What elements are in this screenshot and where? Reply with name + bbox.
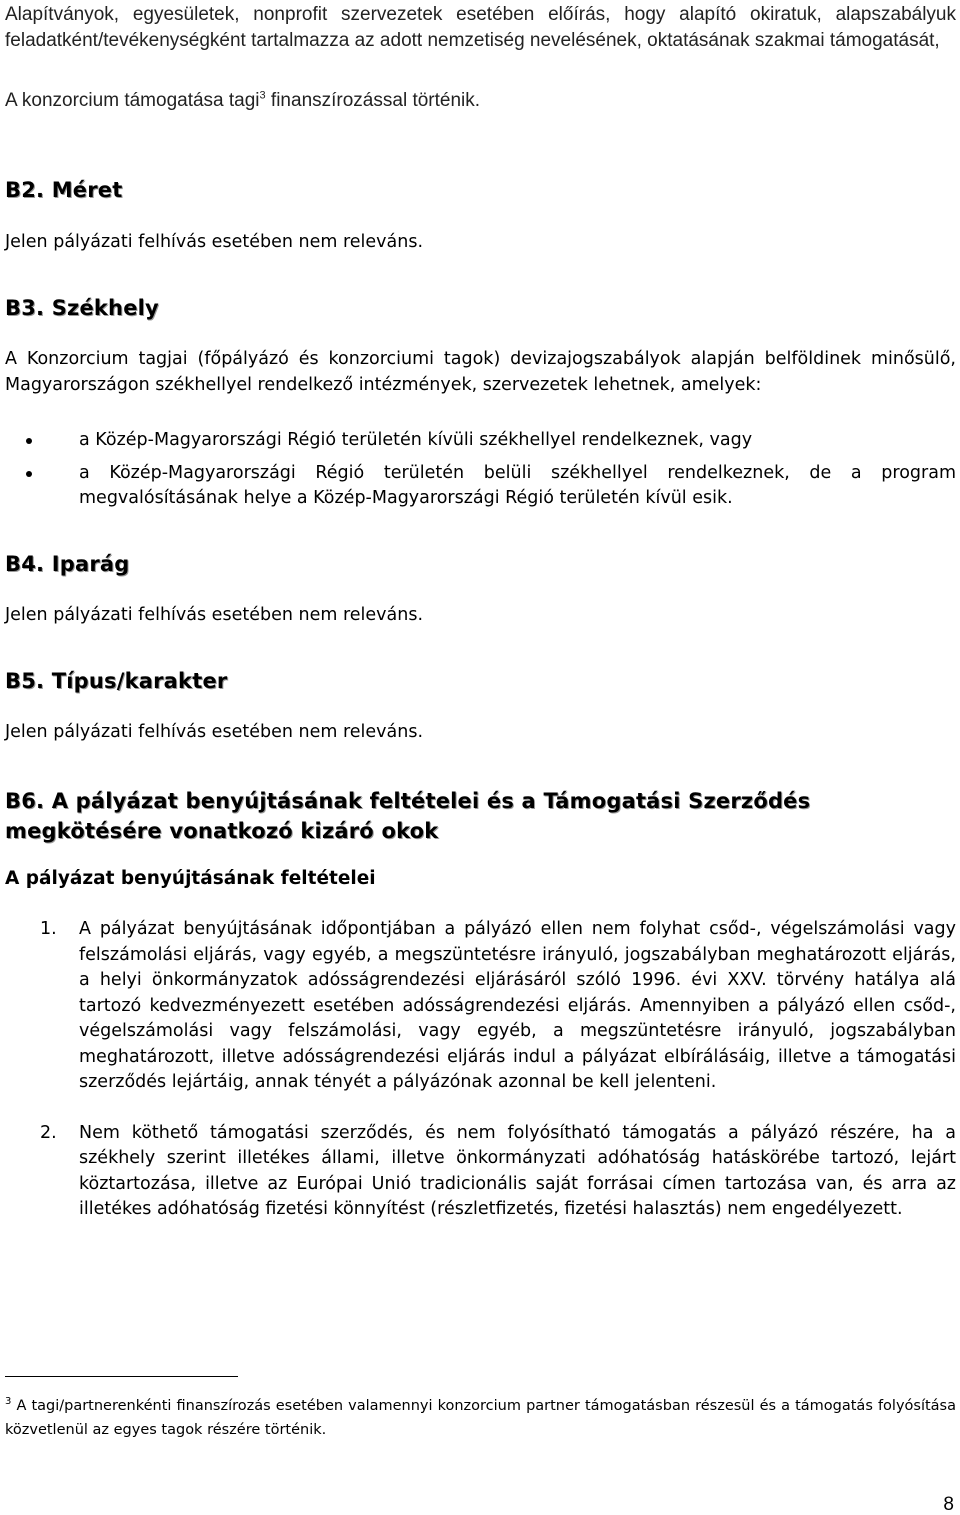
footnote-marker: 3: [5, 1396, 12, 1408]
intro-funding-text-end: finanszírozással történik.: [265, 90, 481, 111]
bullet-icon: [26, 438, 32, 444]
footnote-text: A tagi/partnerenkénti finanszírozás esetében valamennyi konzorcium partner támogatásban részesül és a támogatás folyósítása közvetlenül az egyes tagok részére történik.: [5, 1398, 956, 1438]
list-item: a Közép-Magyarországi Régió területén kívüli székhellyel rendelkeznek, vagy: [5, 428, 956, 454]
section-b3-text: A Konzorcium tagjai (főpályázó és konzorciumi tagok) devizajogszabályok alapján belföldinek minősülő, Magyarországon székhellyel rendelkező intézmények, szervezetek lehetnek, amelyek:: [5, 349, 956, 395]
footnote-ref: 3: [259, 89, 266, 102]
intro-paragraph: Alapítványok, egyesületek, nonprofit szervezetek esetében előírás, hogy alapító okiratuk, alapszabályuk feladatként/tevékenységként tartalmazza az adott nemzetiség nevelésének, oktatásának szakmai támogatását,: [5, 4, 956, 51]
section-b2-heading: B2. Méret: [5, 178, 123, 202]
section-b5-heading: B5. Típus/karakter: [5, 669, 228, 693]
intro-funding-line: [5, 88, 956, 114]
section-b3-heading: B3. Székhely: [5, 296, 159, 320]
footnote: [5, 1394, 956, 1442]
section-b6-heading: B6. A pályázat benyújtásának feltételei és a Támogatási Szerződés megkötésére vonatkozó kizáró okok: [5, 789, 811, 843]
intro-funding-text: A konzorcium támogatása tagi: [5, 90, 260, 111]
bullet-icon: [26, 471, 32, 477]
section-b2-text: Jelen pályázati felhívás esetében nem releváns.: [5, 232, 424, 252]
page-number: 8: [943, 1494, 954, 1515]
footnote-divider: [5, 1376, 238, 1377]
section-b6-numbered-list: [5, 917, 956, 1223]
section-b6-subheading: A pályázat benyújtásának feltételei: [5, 868, 376, 889]
list-item: 1. A pályázat benyújtásának időpontjában a pályázó ellen nem folyhat csőd-, végelszámolási vagy felszámolási eljárás, vagy egyéb, a megszüntetésre irányuló, jogszabályban meghatározott eljárás, a helyi önkormányzatok adósságrendezési eljárásáról szóló 1996. évi XXV. törvény hatálya alá tartozó kedvezményezett esetében adósságrendezési eljárás. Amennyiben a pályázó ellen csőd-, végelszámolási vagy felszámolási, vagy egyéb, a megszüntetésre irányuló, jogszabályban meghatározott, illetve adósságrendezési eljárás indul a pályázat elbírálásáig, illetve a támogatási szerződés lejártáig, annak tényét a pályázónak azonnal be kell jelenteni.: [40, 919, 956, 1092]
list-item: 2. Nem köthető támogatási szerződés, és nem folyósítható támogatás a pályázó részére, ha a székhely szerint illetékes állami, illetve önkormányzati adóhatóság hatáskörébe tartozó, lejárt köztartozása, illetve az Európai Unió tradicionális saját forrásai címen tartozása van, és arra az illetékes adóhatóság fizetési könnyítést (részletfizetés, fizetési halasztás) nem engedélyezett.: [40, 1122, 956, 1219]
section-b3-bullet-list: [5, 428, 956, 512]
section-b4-text: Jelen pályázati felhívás esetében nem releváns.: [5, 605, 424, 625]
list-item: a Közép-Magyarországi Régió területén belüli székhellyel rendelkeznek, de a program megvalósításának helye a Közép-Magyarországi Régió területén kívül esik.: [5, 461, 956, 512]
section-b4-heading: B4. Iparág: [5, 552, 130, 576]
section-b5-text: Jelen pályázati felhívás esetében nem releváns.: [5, 722, 424, 742]
